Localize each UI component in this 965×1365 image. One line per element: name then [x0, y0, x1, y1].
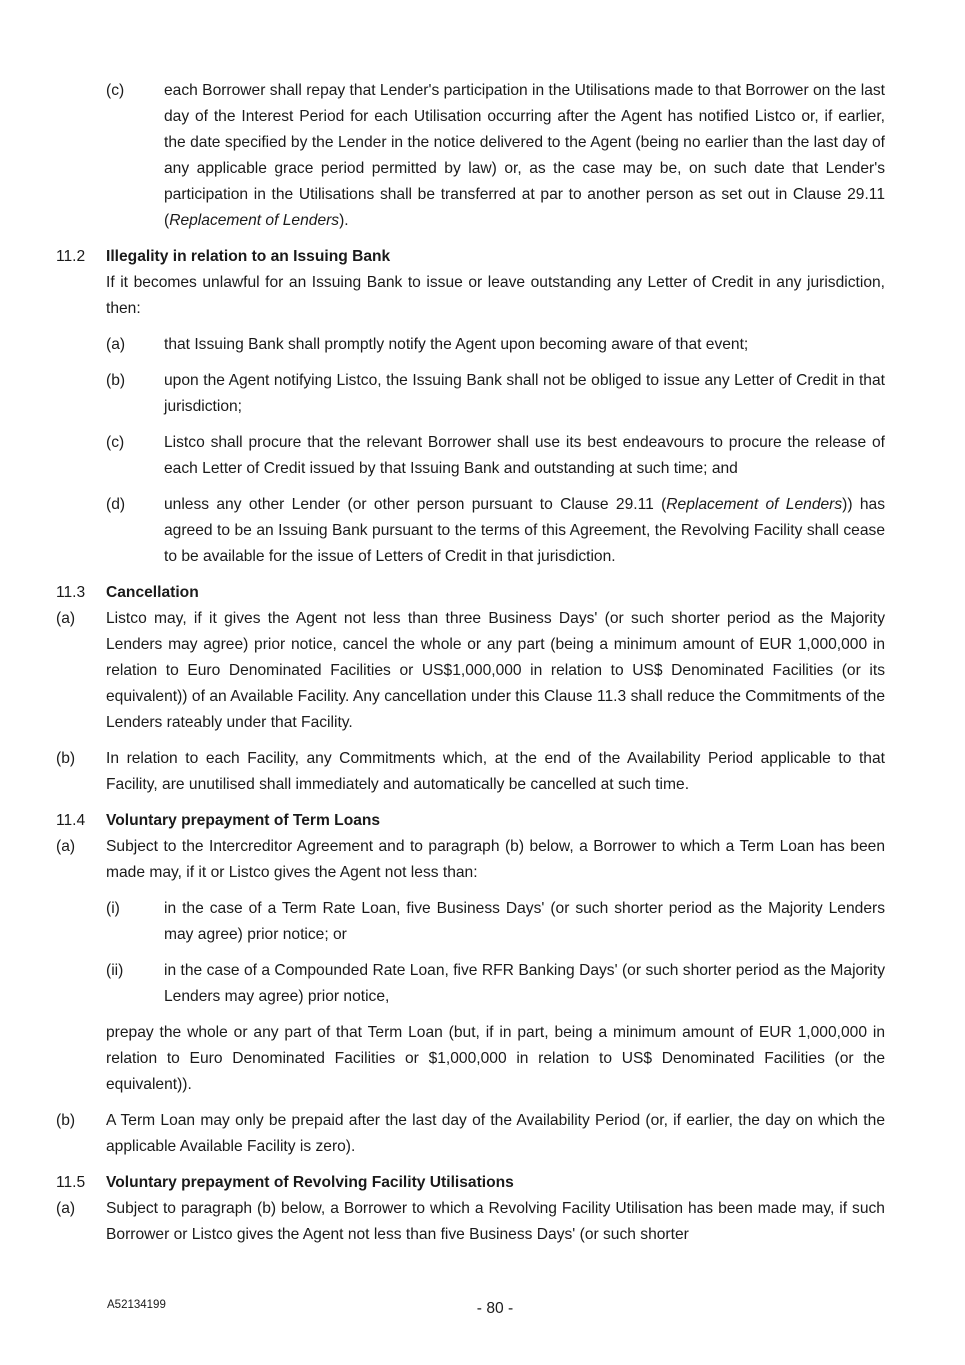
- text-run: Voluntary prepayment of Term Loans: [106, 812, 381, 829]
- text-run: Listco shall procure that the relevant Borrower shall use its best endeavours to procure the release of each Letter of Credit issued by that Issuing Bank and outstanding at such time; and: [164, 434, 885, 477]
- document-reference: A52134199: [107, 1299, 166, 1311]
- clause-title: [106, 244, 885, 270]
- paragraph-label: (b): [56, 1112, 76, 1129]
- paragraph-label: (c): [106, 434, 125, 451]
- paragraph-text: [106, 606, 885, 736]
- paragraph-label: (a): [56, 1200, 76, 1217]
- paragraph-text: [164, 430, 885, 482]
- clause-title: [106, 1170, 885, 1196]
- paragraph-text: [164, 368, 885, 420]
- cross-reference-title: Replacement of Lenders: [169, 212, 340, 229]
- page-number: - 80 -: [476, 1300, 514, 1317]
- text-run: that Issuing Bank shall promptly notify the Agent upon becoming aware of that event;: [164, 336, 749, 353]
- text-run: In relation to each Facility, any Commitments which, at the end of the Availability Period applicable to that Facility, are unutilised shall immediately and automatically be cancelled at such time.: [106, 750, 885, 793]
- text-run: Cancellation: [106, 584, 199, 601]
- text-run: Subject to the Intercreditor Agreement and to paragraph (b) below, a Borrower to which a Term Loan has been made may, if it or Listco gives the Agent not less than:: [106, 838, 885, 881]
- paragraph-text: [106, 270, 885, 322]
- text-run: A Term Loan may only be prepaid after the last day of the Availability Period (or, if earlier, the day on which the applicable Available Facility is zero).: [106, 1112, 885, 1155]
- paragraph-label: (b): [106, 372, 126, 389]
- paragraph-text: [164, 896, 885, 948]
- text-run: each Borrower shall repay that Lender's participation in the Utilisations made to that Borrower on the last day of the Interest Period for each Utilisation occurring after the Agent has notified Listco or, if earlier, the date specified by the Lender in the notice delivered to the Agent (being no earlier than the last day of any applicable grace period permitted by law) or, as the case may be, on such date that Lender's participation in the Utilisations shall be transferred at par to another person as set out in Clause 29.11 (: [164, 82, 885, 229]
- paragraph-label: (a): [106, 336, 126, 353]
- clause-number: 11.2: [56, 248, 86, 265]
- paragraph-text: [164, 332, 885, 358]
- text-run: in the case of a Compounded Rate Loan, five RFR Banking Days' (or such shorter period as the Majority Lenders may agree) prior notice,: [164, 962, 885, 1005]
- clause-number: 11.3: [56, 584, 86, 601]
- clause-number: 11.5: [56, 1174, 86, 1191]
- text-run: Subject to paragraph (b) below, a Borrower to which a Revolving Facility Utilisation has been made may, if such Borrower or Listco gives the Agent not less than five Business Days' (or such shorter: [106, 1200, 885, 1243]
- paragraph-label: (i): [106, 900, 120, 917]
- paragraph-text: [106, 746, 885, 798]
- text-run: prepay the whole or any part of that Term Loan (but, if in part, being a minimum amount of EUR 1,000,000 in relation to Euro Denominated Facilities or $1,000,000 in relation to US$ Denominated Facilities (or the equivalent)).: [106, 1024, 885, 1093]
- text-run: ).: [339, 212, 349, 229]
- clause-number: 11.4: [56, 812, 86, 829]
- cross-reference-title: Replacement of Lenders: [666, 496, 843, 513]
- text-run: unless any other Lender (or other person pursuant to Clause 29.11 (: [164, 496, 667, 513]
- text-run: in the case of a Term Rate Loan, five Business Days' (or such shorter period as the Majority Lenders may agree) prior notice; or: [164, 900, 885, 943]
- paragraph-label: (c): [106, 82, 125, 99]
- clause-title: [106, 808, 885, 834]
- paragraph-text: [106, 1020, 885, 1098]
- text-run: If it becomes unlawful for an Issuing Bank to issue or leave outstanding any Letter of Credit in any jurisdiction, then:: [106, 274, 885, 317]
- paragraph-text: [164, 78, 885, 234]
- paragraph-text: [106, 1196, 885, 1248]
- text-run: Voluntary prepayment of Revolving Facility Utilisations: [106, 1174, 514, 1191]
- text-run: Illegality in relation to an Issuing Bank: [106, 248, 391, 265]
- paragraph-label: (b): [56, 750, 76, 767]
- paragraph-text: [106, 1108, 885, 1160]
- paragraph-text: [164, 492, 885, 570]
- paragraph-text: [164, 958, 885, 1010]
- paragraph-label: (a): [56, 610, 76, 627]
- text-run: upon the Agent notifying Listco, the Issuing Bank shall not be obliged to issue any Letter of Credit in that jurisdiction;: [164, 372, 885, 415]
- paragraph-label: (d): [106, 496, 126, 513]
- paragraph-label: (ii): [106, 962, 124, 979]
- clause-title: [106, 580, 885, 606]
- paragraph-label: (a): [56, 838, 76, 855]
- text-run: Listco may, if it gives the Agent not less than three Business Days' (or such shorter period as the Majority Lenders may agree) prior notice, cancel the whole or any part (being a minimum amount of EUR 1,000,000 in relation to Euro Denominated Facilities or US$1,000,000 in relation to US$ Denominated Facilities (or its equivalent)) of an Available Facility. Any cancellation under this Clause 11.3 shall reduce the Commitments of the Lenders rateably under that Facility.: [106, 610, 885, 731]
- text-run: )) has agreed to be an Issuing Bank pursuant to the terms of this Agreement, the Revolving Facility shall cease to be available for the issue of Letters of Credit in that jurisdiction.: [164, 496, 885, 565]
- paragraph-text: [106, 834, 885, 886]
